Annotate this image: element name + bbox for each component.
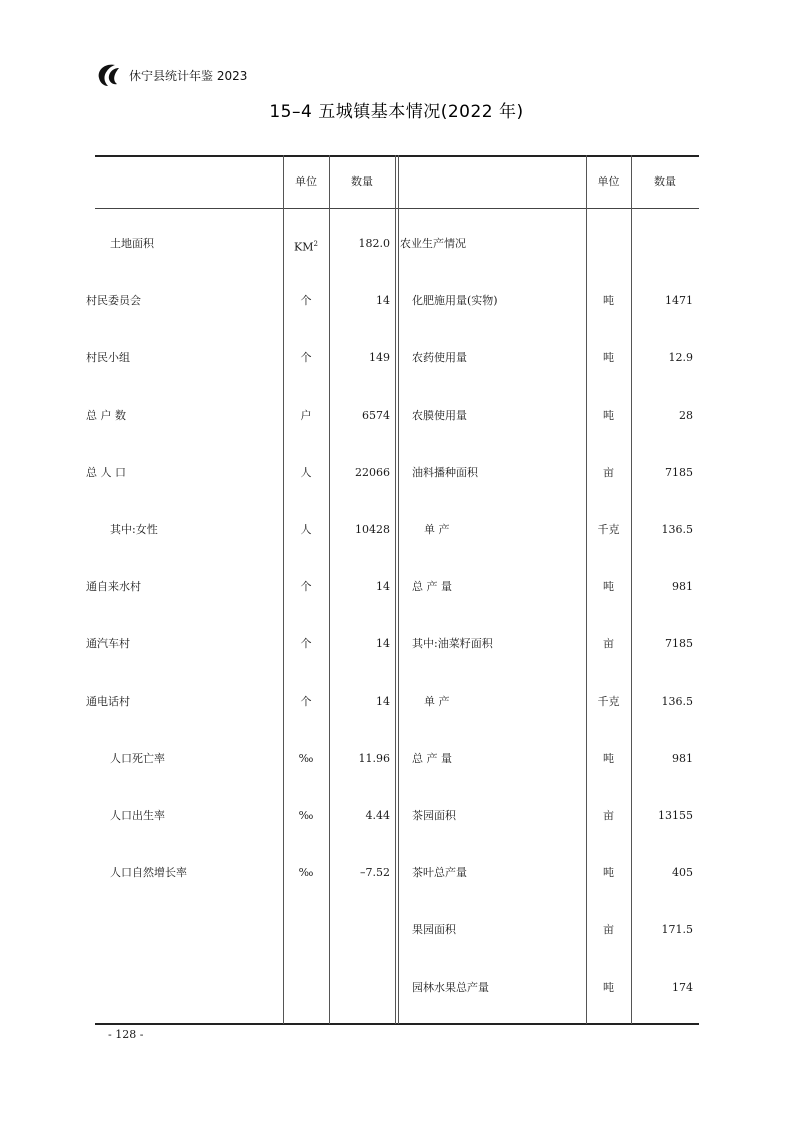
right-row-value: 28 <box>679 409 693 422</box>
left-row-label: 人口死亡率 <box>110 752 165 765</box>
unit-text: KM <box>294 240 314 254</box>
right-row-unit: 吨 <box>603 351 614 364</box>
left-row-value: 22066 <box>355 466 390 479</box>
right-row-label: 茶园面积 <box>412 809 456 822</box>
right-row-value: 7185 <box>665 637 693 650</box>
unit-text: 个 <box>300 637 312 650</box>
left-row-label: 人口自然增长率 <box>110 866 187 879</box>
right-row-value: 405 <box>672 866 693 879</box>
right-row-value: 12.9 <box>668 351 693 364</box>
left-row-value: 182.0 <box>358 237 390 250</box>
left-qty-header: 数量 <box>351 175 373 188</box>
left-row-unit <box>283 351 329 365</box>
right-row-value: 13155 <box>658 809 693 822</box>
left-row-value: 6574 <box>362 409 390 422</box>
left-row-value: 14 <box>376 580 390 593</box>
right-row-label: 总 产 量 <box>412 752 452 765</box>
right-row-label: 农膜使用量 <box>412 409 467 422</box>
unit-text: 人 <box>300 523 312 536</box>
right-row-unit: 吨 <box>603 752 614 765</box>
left-row-value: 14 <box>376 294 390 307</box>
right-unit-header: 单位 <box>597 175 620 188</box>
left-row-label: 总 户 数 <box>86 409 126 422</box>
unit-text: 个 <box>300 695 312 708</box>
left-row-value: 149 <box>369 351 390 364</box>
yearbook-logo-icon <box>95 62 123 88</box>
unit-text: 个 <box>300 294 312 307</box>
right-row-value: 174 <box>672 981 693 994</box>
right-row-unit: 吨 <box>603 981 614 994</box>
left-row-label: 人口出生率 <box>110 809 165 822</box>
left-row-label: 村民委员会 <box>86 294 141 307</box>
unit-superscript: 2 <box>313 240 318 248</box>
left-row-value: 4.44 <box>365 809 390 822</box>
unit-text: 个 <box>300 580 312 593</box>
right-row-unit: 吨 <box>603 866 614 879</box>
left-row-unit <box>283 294 329 308</box>
right-row-label: 油料播种面积 <box>412 466 478 479</box>
right-row-unit: 吨 <box>603 409 614 422</box>
right-row-label: 果园面积 <box>412 923 456 936</box>
right-row-label: 农业生产情况 <box>400 237 466 250</box>
left-row-value: 14 <box>376 637 390 650</box>
right-row-value: 136.5 <box>661 523 693 536</box>
right-row-value: 136.5 <box>661 695 693 708</box>
left-row-unit <box>283 809 329 823</box>
right-row-unit: 亩 <box>603 466 614 479</box>
right-row-value: 981 <box>672 752 693 765</box>
right-row-label: 茶叶总产量 <box>412 866 467 879</box>
left-row-label: 村民小组 <box>86 351 130 364</box>
right-row-label: 总 产 量 <box>412 580 452 593</box>
page-header <box>95 62 247 88</box>
yearbook-name: 休宁县统计年鉴 2023 <box>129 68 248 83</box>
table-bottom-rule <box>95 1023 699 1025</box>
unit-text: 个 <box>300 351 312 364</box>
right-row-label: 单 产 <box>424 523 450 536</box>
left-row-label: 总 人 口 <box>86 466 126 479</box>
left-row-label: 通自来水村 <box>86 580 141 593</box>
right-row-label: 单 产 <box>424 695 450 708</box>
col-divider <box>395 155 396 1024</box>
left-row-label: 通电话村 <box>86 695 130 708</box>
left-row-unit <box>283 637 329 651</box>
left-row-label: 通汽车村 <box>86 637 130 650</box>
right-row-unit: 亩 <box>603 923 614 936</box>
left-row-unit <box>283 752 329 766</box>
left-row-value: 10428 <box>355 523 390 536</box>
right-row-unit: 吨 <box>603 580 614 593</box>
right-row-value: 981 <box>672 580 693 593</box>
right-row-value: 1471 <box>665 294 693 307</box>
unit-text: 人 <box>300 466 312 479</box>
right-row-value: 7185 <box>665 466 693 479</box>
right-row-value: 171.5 <box>661 923 693 936</box>
unit-text: 户 <box>300 409 312 422</box>
right-row-label: 其中:油菜籽面积 <box>412 637 493 650</box>
right-row-unit: 吨 <box>603 294 614 307</box>
right-row-label: 农药使用量 <box>412 351 467 364</box>
right-row-unit: 千克 <box>597 523 620 536</box>
left-row-value: 11.96 <box>358 752 390 765</box>
left-row-label: 土地面积 <box>110 237 154 250</box>
left-row-unit <box>283 466 329 480</box>
left-row-label: 其中:女性 <box>110 523 158 536</box>
right-row-label: 园林水果总产量 <box>412 981 489 994</box>
table-top-rule <box>95 155 699 157</box>
left-row-unit <box>283 237 329 255</box>
page-number: - 128 - <box>108 1028 144 1041</box>
left-row-unit <box>283 580 329 594</box>
left-row-value: 14 <box>376 695 390 708</box>
table-header-rule <box>95 208 699 209</box>
right-row-unit: 千克 <box>597 695 620 708</box>
unit-text: ‰ <box>298 809 314 822</box>
right-qty-header: 数量 <box>654 175 676 188</box>
left-row-unit <box>283 409 329 423</box>
right-row-unit: 亩 <box>603 809 614 822</box>
right-row-unit: 亩 <box>603 637 614 650</box>
col-divider <box>398 155 399 1024</box>
left-row-unit <box>283 866 329 880</box>
left-row-value: –7.52 <box>360 866 390 879</box>
right-row-label: 化肥施用量(实物) <box>412 294 498 307</box>
left-row-unit <box>283 523 329 537</box>
left-unit-header: 单位 <box>295 175 317 188</box>
page-title: 15–4 五城镇基本情况(2022 年) <box>269 102 524 122</box>
left-row-unit <box>283 695 329 709</box>
unit-text: ‰ <box>298 866 314 879</box>
unit-text: ‰ <box>298 752 314 765</box>
